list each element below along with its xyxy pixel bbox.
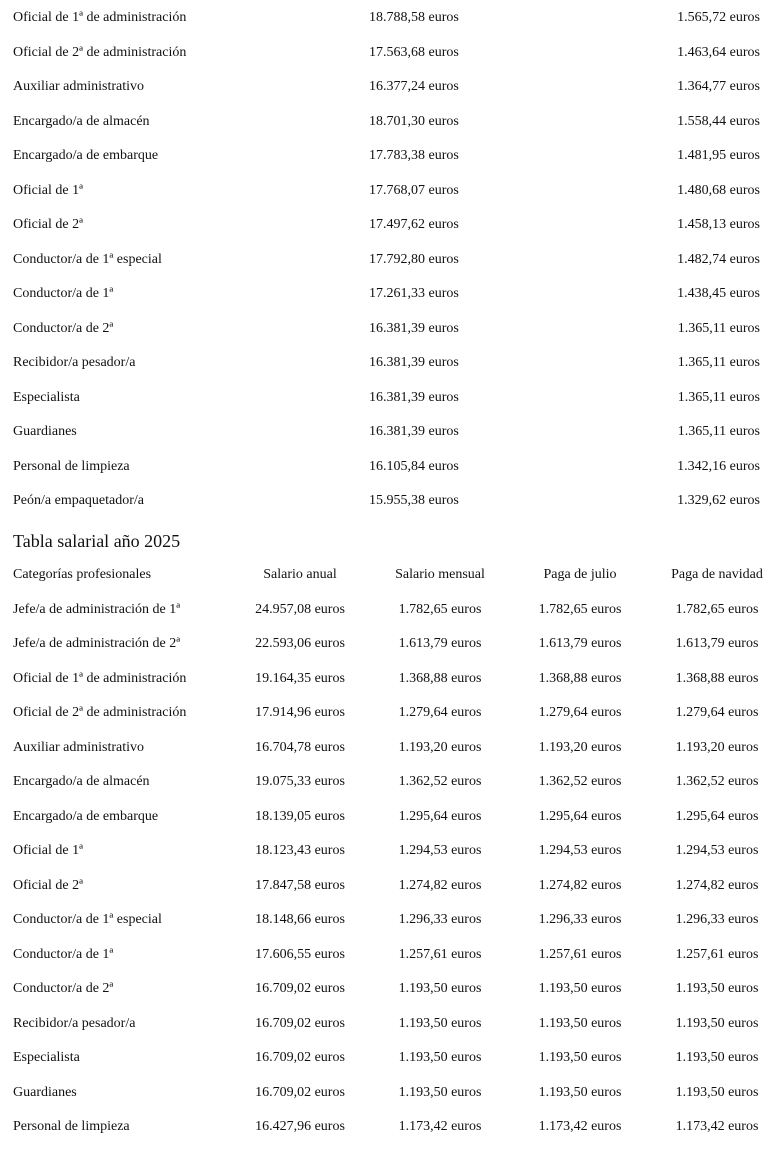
monthly-salary-cell: 1.193,50 euros (398, 1084, 482, 1100)
category-cell: Conductor/a de 1ª (13, 286, 114, 301)
table-row (0, 938, 780, 973)
annual-salary-cell: 22.593,06 euros (255, 636, 345, 651)
annual-salary-cell: 18.148,66 euros (255, 912, 345, 927)
table-row (0, 415, 780, 450)
salary-table-2025 (0, 558, 780, 1145)
monthly-salary-cell: 1.365,11 euros (677, 355, 760, 370)
annual-salary-cell: 19.164,35 euros (255, 670, 345, 686)
table-row (0, 869, 780, 904)
table-row (0, 800, 780, 835)
table-row (0, 139, 780, 174)
july-bonus-cell: 1.193,50 euros (538, 1084, 622, 1100)
annual-salary-cell: 16.377,24 euros (369, 79, 459, 94)
category-cell: Oficial de 2ª (13, 877, 83, 893)
july-bonus-cell: 1.296,33 euros (538, 912, 622, 927)
category-cell: Conductor/a de 1ª especial (13, 251, 162, 267)
monthly-salary-cell: 1.365,11 euros (677, 389, 760, 405)
salary-table-previous (0, 1, 780, 519)
christmas-bonus-cell: 1.362,52 euros (675, 774, 759, 789)
annual-salary-cell: 18.139,05 euros (255, 808, 345, 824)
annual-salary-cell: 17.497,62 euros (369, 217, 459, 232)
annual-salary-cell: 16.381,39 euros (369, 389, 459, 405)
category-cell: Oficial de 2ª de administración (13, 44, 187, 60)
christmas-bonus-cell: 1.274,82 euros (675, 877, 759, 893)
christmas-bonus-cell: 1.294,53 euros (675, 843, 759, 858)
monthly-salary-cell: 1.782,65 euros (398, 601, 482, 617)
table-row (0, 346, 780, 381)
july-bonus-cell: 1.362,52 euros (538, 774, 622, 789)
monthly-salary-header: Salario mensual (395, 567, 485, 582)
category-cell: Peón/a empaquetador/a (13, 493, 145, 508)
monthly-salary-cell: 1.458,13 euros (677, 217, 760, 232)
july-bonus-cell: 1.782,65 euros (538, 601, 622, 617)
monthly-salary-cell: 1.365,11 euros (677, 424, 760, 439)
annual-salary-cell: 17.768,07 euros (369, 182, 459, 198)
monthly-salary-cell: 1.173,42 euros (398, 1119, 482, 1134)
table-row (0, 243, 780, 278)
table-row (0, 1041, 780, 1076)
monthly-salary-cell: 1.294,53 euros (398, 843, 482, 858)
july-bonus-cell: 1.368,88 euros (538, 670, 622, 686)
annual-salary-cell: 16.381,39 euros (369, 320, 459, 336)
annual-salary-cell: 18.788,58 euros (369, 10, 459, 25)
christmas-bonus-cell: 1.279,64 euros (675, 705, 759, 720)
annual-salary-cell: 16.709,02 euros (255, 1084, 345, 1100)
christmas-bonus-cell: 1.193,50 euros (675, 1015, 759, 1031)
table-row (0, 972, 780, 1007)
july-bonus-cell: 1.294,53 euros (538, 843, 622, 858)
monthly-salary-cell: 1.438,45 euros (677, 286, 760, 301)
monthly-salary-cell: 1.558,44 euros (677, 113, 760, 129)
category-cell: Conductor/a de 1ª (13, 946, 114, 962)
monthly-salary-cell: 1.368,88 euros (398, 670, 482, 686)
table-row (0, 765, 780, 800)
table-row (0, 484, 780, 519)
christmas-bonus-cell: 1.295,64 euros (675, 808, 759, 824)
annual-salary-cell: 17.914,96 euros (255, 705, 345, 720)
july-bonus-cell: 1.295,64 euros (538, 808, 622, 824)
christmas-bonus-cell: 1.193,50 euros (675, 1050, 759, 1065)
monthly-salary-cell: 1.295,64 euros (398, 808, 482, 824)
table-row (0, 903, 780, 938)
table-row (0, 381, 780, 416)
table-2025-title: Tabla salarial año 2025 (13, 531, 181, 551)
annual-salary-cell: 16.381,39 euros (369, 424, 459, 439)
table-row (0, 1110, 780, 1145)
category-cell: Especialista (13, 1050, 80, 1065)
annual-salary-cell: 19.075,33 euros (255, 774, 345, 789)
annual-salary-cell: 17.783,38 euros (369, 148, 459, 163)
monthly-salary-cell: 1.342,16 euros (677, 458, 760, 474)
monthly-salary-cell: 1.274,82 euros (398, 877, 482, 893)
table-row (0, 731, 780, 766)
monthly-salary-cell: 1.613,79 euros (398, 636, 482, 651)
table-row (0, 1076, 780, 1111)
annual-salary-cell: 24.957,08 euros (255, 601, 345, 617)
table-row (0, 1007, 780, 1042)
category-cell: Especialista (13, 389, 80, 405)
monthly-salary-cell: 1.257,61 euros (398, 946, 482, 962)
annual-salary-cell: 16.709,02 euros (255, 981, 345, 996)
table-row (0, 834, 780, 869)
category-cell: Conductor/a de 2ª (13, 981, 114, 996)
monthly-salary-cell: 1.482,74 euros (677, 251, 760, 267)
monthly-salary-cell: 1.329,62 euros (677, 493, 760, 508)
christmas-bonus-cell: 1.613,79 euros (675, 636, 759, 651)
annual-salary-cell: 18.701,30 euros (369, 113, 459, 129)
table-row (0, 70, 780, 105)
category-cell: Oficial de 1ª de administración (13, 670, 187, 686)
category-cell: Guardianes (13, 1084, 77, 1100)
annual-salary-cell: 17.847,58 euros (255, 877, 345, 893)
christmas-bonus-cell: 1.193,50 euros (675, 981, 759, 996)
july-bonus-header: Paga de julio (543, 567, 617, 582)
table-row (0, 208, 780, 243)
christmas-bonus-header: Paga de navidad (671, 567, 763, 582)
annual-salary-cell: 17.261,33 euros (369, 286, 459, 301)
july-bonus-cell: 1.193,20 euros (538, 739, 622, 755)
monthly-salary-cell: 1.480,68 euros (677, 182, 760, 198)
annual-salary-cell: 16.704,78 euros (255, 739, 345, 755)
annual-salary-cell: 16.427,96 euros (255, 1119, 345, 1134)
christmas-bonus-cell: 1.257,61 euros (675, 946, 759, 962)
category-cell: Encargado/a de embarque (13, 808, 159, 824)
category-cell: Recibidor/a pesador/a (13, 355, 136, 370)
category-cell: Oficial de 1ª de administración (13, 10, 187, 25)
table-row (0, 1, 780, 36)
annual-salary-cell: 17.606,55 euros (255, 946, 345, 962)
table-row (0, 36, 780, 71)
christmas-bonus-cell: 1.193,20 euros (675, 739, 759, 755)
july-bonus-cell: 1.613,79 euros (538, 636, 622, 651)
category-cell: Guardianes (13, 424, 77, 439)
category-cell: Oficial de 2ª de administración (13, 705, 187, 720)
christmas-bonus-cell: 1.193,50 euros (675, 1084, 759, 1100)
annual-salary-header: Salario anual (263, 567, 337, 582)
july-bonus-cell: 1.274,82 euros (538, 877, 622, 893)
table-header-row (0, 558, 780, 593)
monthly-salary-cell: 1.279,64 euros (398, 705, 482, 720)
annual-salary-cell: 16.709,02 euros (255, 1015, 345, 1031)
monthly-salary-cell: 1.463,64 euros (677, 44, 760, 60)
table-row (0, 593, 780, 628)
category-cell: Personal de limpieza (13, 458, 130, 474)
monthly-salary-cell: 1.193,20 euros (398, 739, 482, 755)
monthly-salary-cell: 1.296,33 euros (398, 912, 482, 927)
category-cell: Encargado/a de almacén (13, 113, 150, 129)
monthly-salary-cell: 1.193,50 euros (398, 981, 482, 996)
monthly-salary-cell: 1.364,77 euros (677, 79, 760, 94)
table-row (0, 174, 780, 209)
table-row (0, 277, 780, 312)
monthly-salary-cell: 1.565,72 euros (677, 10, 760, 25)
annual-salary-cell: 15.955,38 euros (369, 493, 459, 508)
category-cell: Oficial de 1ª (13, 843, 83, 858)
category-cell: Jefe/a de administración de 2ª (13, 636, 181, 651)
july-bonus-cell: 1.279,64 euros (538, 705, 622, 720)
category-cell: Personal de limpieza (13, 1119, 130, 1134)
category-cell: Oficial de 1ª (13, 182, 83, 198)
table-row (0, 105, 780, 140)
christmas-bonus-cell: 1.782,65 euros (675, 601, 759, 617)
july-bonus-cell: 1.193,50 euros (538, 1015, 622, 1031)
annual-salary-cell: 17.792,80 euros (369, 251, 459, 267)
table-row (0, 312, 780, 347)
july-bonus-cell: 1.193,50 euros (538, 1050, 622, 1065)
christmas-bonus-cell: 1.296,33 euros (675, 912, 759, 927)
category-cell: Jefe/a de administración de 1ª (13, 601, 181, 617)
category-cell: Oficial de 2ª (13, 217, 83, 232)
category-cell: Recibidor/a pesador/a (13, 1015, 136, 1031)
category-cell: Auxiliar administrativo (13, 79, 145, 94)
table-row (0, 450, 780, 485)
christmas-bonus-cell: 1.173,42 euros (675, 1119, 759, 1134)
table-row (0, 662, 780, 697)
annual-salary-cell: 16.709,02 euros (255, 1050, 345, 1065)
monthly-salary-cell: 1.193,50 euros (398, 1050, 482, 1065)
category-cell: Conductor/a de 2ª (13, 320, 114, 336)
table-row (0, 696, 780, 731)
annual-salary-cell: 16.105,84 euros (369, 458, 459, 474)
annual-salary-cell: 18.123,43 euros (255, 843, 345, 858)
category-cell: Encargado/a de almacén (13, 774, 150, 789)
category-header: Categorías profesionales (13, 567, 152, 582)
july-bonus-cell: 1.257,61 euros (538, 946, 622, 962)
monthly-salary-cell: 1.362,52 euros (398, 774, 482, 789)
monthly-salary-cell: 1.365,11 euros (677, 320, 760, 336)
annual-salary-cell: 16.381,39 euros (369, 355, 459, 370)
category-cell: Encargado/a de embarque (13, 148, 159, 163)
category-cell: Conductor/a de 1ª especial (13, 912, 162, 927)
annual-salary-cell: 17.563,68 euros (369, 44, 459, 60)
july-bonus-cell: 1.173,42 euros (538, 1119, 622, 1134)
table-row (0, 627, 780, 662)
monthly-salary-cell: 1.481,95 euros (677, 148, 760, 163)
july-bonus-cell: 1.193,50 euros (538, 981, 622, 996)
category-cell: Auxiliar administrativo (13, 739, 145, 755)
christmas-bonus-cell: 1.368,88 euros (675, 670, 759, 686)
monthly-salary-cell: 1.193,50 euros (398, 1015, 482, 1031)
